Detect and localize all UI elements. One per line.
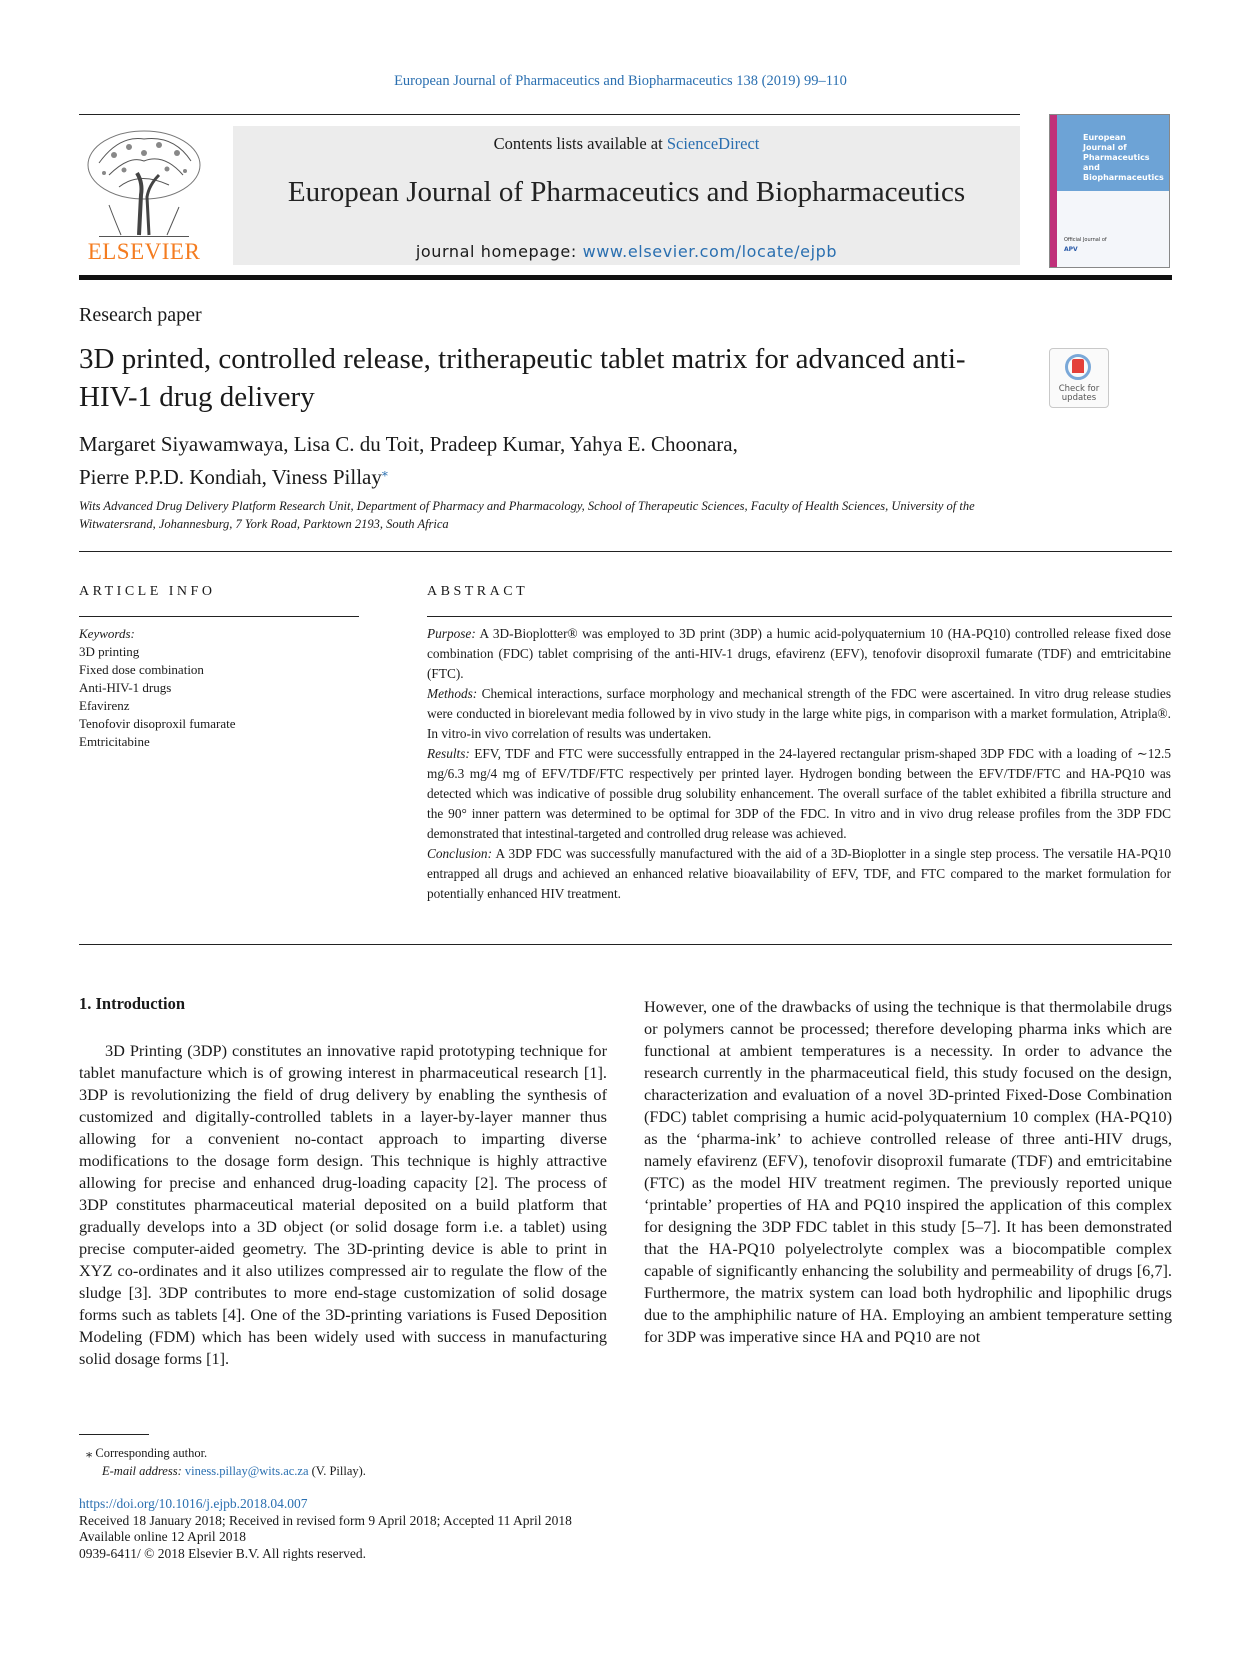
footnote-rule xyxy=(79,1434,149,1435)
doi-link[interactable]: https://doi.org/10.1016/j.ejpb.2018.04.007 xyxy=(79,1496,308,1511)
article-title: 3D printed, controlled release, tritherapeutic tablet matrix for advanced anti-HIV-1 drug delivery xyxy=(79,343,966,413)
sciencedirect-link[interactable]: ScienceDirect xyxy=(666,134,760,153)
affiliation-rule xyxy=(79,551,1172,552)
abstract-bottom-rule xyxy=(79,944,1172,945)
check-updates-label: Check for updates xyxy=(1058,384,1100,403)
methods-text: Chemical interactions, surface morphology and mechanical strength of the FDC were ascertained. In vitro drug release studies were conducted in biorelevant media followed by in vivo study in the large white pigs, in comparison with a market formulation, Atripla®. In vitro-in vivo correlation of results was undertaken. xyxy=(427,686,1172,741)
keyword-item: Anti-HIV-1 drugs xyxy=(79,680,172,695)
abstract-methods xyxy=(427,684,1171,744)
publication-metadata xyxy=(79,1496,572,1562)
contents-prefix: Contents lists available at xyxy=(493,134,667,153)
intro-paragraph-left: 3D Printing (3DP) constitutes an innovative rapid prototyping technique for tablet manufacture which is of growing interest in pharmaceutical research [1]. 3DP is revolutionizing the field of drug delivery by enabling the synthesis of customized and digitally-controlled tablets in a layer-by-layer manner thus allowing for a convenient no-contact approach to imparting diverse modifications to the dosage form design. This technique is highly attractive allowing for precise and enhanced drug-loading capacity [2]. The process of 3DP constitutes pharmaceutical material deposited on a build platform that gradually develops into a 3D object (or solid dosage form i.e. a tablet) using precise computer-aided geometry. The 3D-printing device is able to print in XYZ co-ordinates and it also utilizes compressed air to regulate the flow of the sludge [3]. 3DP contributes to more end-stage customization of solid dosage forms such as tablets [4]. One of the 3D-printing variations is Fused Deposition Modeling (FDM) which has been widely used with success in manufacturing solid dosage forms [1]. xyxy=(79,1041,607,1368)
elsevier-wordmark: ELSEVIER xyxy=(87,239,201,264)
affiliation: Wits Advanced Drug Delivery Platform Research Unit, Department of Pharmacy and Pharmacology, School of Therapeutic Sciences, Faculty of Health Sciences, University of the Witwatersrand, Johannesburg, 7 York Road, Parktown 2193, South Africa xyxy=(79,499,975,531)
article-info-rule xyxy=(79,616,359,617)
bookmark-icon xyxy=(1072,359,1084,373)
header-top-rule xyxy=(79,114,1020,115)
homepage-link[interactable]: www.elsevier.com/locate/ejpb xyxy=(582,242,838,261)
journal-citation[interactable]: European Journal of Pharmaceutics and Biopharmaceutics 138 (2019) 99–110 xyxy=(394,73,847,89)
received-dates: Received 18 January 2018; Received in revised form 9 April 2018; Accepted 11 April 2018 xyxy=(79,1512,572,1528)
cover-accent-strip xyxy=(1050,115,1057,267)
cover-title xyxy=(1083,133,1167,183)
check-for-updates-button[interactable] xyxy=(1049,348,1109,408)
cover-org: APV xyxy=(1064,246,1078,253)
introduction-heading: 1. Introduction xyxy=(79,994,186,1013)
abstract-results xyxy=(427,744,1171,844)
journal-banner xyxy=(233,126,1020,265)
introduction-right-column xyxy=(644,996,1172,1348)
results-label: Results: xyxy=(427,746,470,761)
keyword-item: Efavirenz xyxy=(79,698,130,713)
article-info-heading: ARTICLE INFO xyxy=(79,584,216,599)
email-line xyxy=(102,1463,366,1479)
journal-title: European Journal of Pharmaceutics and Biopharmaceutics xyxy=(287,176,966,208)
cover-official-journal: Official Journal of xyxy=(1064,237,1107,243)
cover-title-line: Biopharmaceutics xyxy=(1083,173,1164,182)
results-text: EFV, TDF and FTC were successfully entrapped in the 24-layered rectangular prism-shaped 3DP FDC with a loading of ∼12.5 mg/6.3 mg/4 mg of EFV/TDF/FTC respectively per printed layer. Hydrogen bonding between the EFV/TDF/FTC and HA-PQ10 was detected which was indicative of possible drug solubility enhancement. The overall surface of the tablet exhibited a fibrilla structure and the 90° inner pattern was determined to be optimal for 3DP of the FDC. In vitro and in vivo drug release profiles from the 3DP FDC demonstrated that intestinal-targeted and controlled drug release was achieved. xyxy=(427,746,1171,841)
journal-cover-thumbnail[interactable] xyxy=(1049,114,1170,268)
cover-title-line: European xyxy=(1083,133,1126,142)
keywords-label: Keywords: xyxy=(79,626,135,641)
abstract-purpose xyxy=(427,624,1171,684)
available-online: Available online 12 April 2018 xyxy=(79,1529,246,1544)
email-label: E-mail address: xyxy=(102,1464,182,1478)
abstract-rule xyxy=(427,616,1172,617)
author-list xyxy=(79,430,979,491)
abstract-conclusion xyxy=(427,844,1171,904)
elsevier-tree-icon xyxy=(79,125,209,237)
paper-type: Research paper xyxy=(79,304,202,326)
introduction-left-column xyxy=(79,1040,607,1370)
conclusion-text: A 3DP FDC was successfully manufactured with the aid of a 3D-Bioplotter in a single step process. The versatile HA-PQ10 entrapped all drugs and achieved an enhanced relative bioavailability of EFV, TDF, and FTC compared to the market formulation for potentially enhanced HIV treatment. xyxy=(427,846,1172,901)
intro-paragraph-right: However, one of the drawbacks of using the technique is that thermolabile drugs or polymers cannot be processed; therefore developing pharma inks which are functional at ambient temperatures is a necessity. In order to advance the research currently in the pharmaceutical field, this study focused on the design, characterization and evaluation of a novel 3D-printed Fixed-Dose Combination (FDC) tablet comprising a humic acid-polyquaternium 10 complex (HA-PQ10) as the ‘pharma-ink’ to achieve controlled release of three anti-HIV drugs, namely efavirenz (EFV), tenofovir disoproxil fumarate (TDF) and emtricitabine (FTC) as the model HIV treatment regimen. The previously reported unique ‘printable’ properties of HA and PQ10 inspired the application of this complex for designing the 3DP FDC tablet in this study [5–7]. It has been demonstrated that the HA-PQ10 polyelectrolyte complex was a biocompatible complex capable of significantly enhancing the solubility and permeability of drugs [6,7]. Furthermore, the matrix system can load both hydrophilic and lipophilic drugs due to the amphiphilic nature of HA. Employing an ambient temperature setting for 3DP was imperative since HA and PQ10 are not xyxy=(644,997,1172,1346)
methods-label: Methods: xyxy=(427,686,478,701)
abstract-heading: ABSTRACT xyxy=(427,584,529,599)
keyword-item: Emtricitabine xyxy=(79,734,150,749)
corresponding-note: ⁎ Corresponding author. xyxy=(86,1446,208,1460)
header-bottom-rule xyxy=(79,275,1172,280)
cover-title-line: Pharmaceutics and xyxy=(1083,153,1150,172)
corresponding-author-link[interactable]: ⁎ xyxy=(381,465,388,479)
email-link[interactable]: viness.pillay@wits.ac.za xyxy=(184,1464,309,1478)
keyword-item: 3D printing xyxy=(79,644,140,659)
authors-line: Margaret Siyawamwaya, Lisa C. du Toit, Pradeep Kumar, Yahya E. Choonara, xyxy=(79,432,738,456)
purpose-label: Purpose: xyxy=(427,626,476,641)
abstract-body xyxy=(427,624,1171,904)
contents-line xyxy=(233,134,1020,154)
purpose-text: A 3D-Bioplotter® was employed to 3D print (3DP) a humic acid-polyquaternium 10 (HA-PQ10) controlled release fixed dose combination (FDC) tablet comprising of the anti-HIV-1 drugs, efavirenz (EFV), tenofovir disoproxil fumarate (TDF) and emtricitabine (FTC). xyxy=(427,626,1172,681)
journal-homepage xyxy=(233,242,1020,261)
copyright: 0939-6411/ © 2018 Elsevier B.V. All rights reserved. xyxy=(79,1545,366,1561)
elsevier-logo xyxy=(79,125,209,265)
authors-line-2: Pierre P.P.D. Kondiah, Viness Pillay xyxy=(79,465,382,489)
homepage-prefix: journal homepage: xyxy=(415,242,583,261)
keyword-item: Tenofovir disoproxil fumarate xyxy=(79,716,236,731)
authors-line xyxy=(79,458,979,491)
keywords-list xyxy=(79,625,359,751)
email-suffix: (V. Pillay). xyxy=(308,1464,366,1478)
cover-title-line: Journal of xyxy=(1083,143,1127,152)
keyword-item: Fixed dose combination xyxy=(79,662,204,677)
conclusion-label: Conclusion: xyxy=(427,846,493,861)
